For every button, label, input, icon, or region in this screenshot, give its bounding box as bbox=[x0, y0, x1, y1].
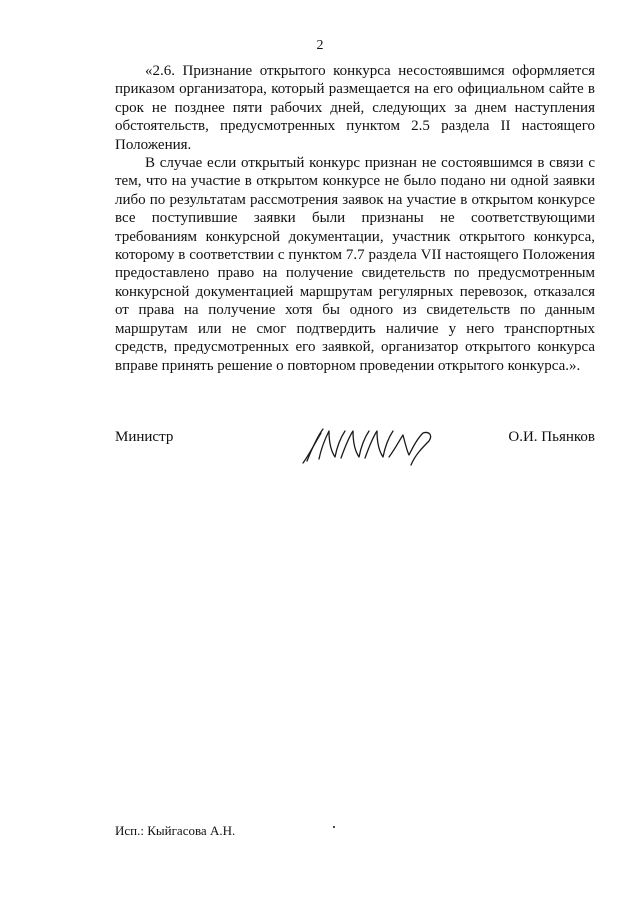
signature-block bbox=[0, 425, 640, 475]
document-body bbox=[115, 62, 595, 375]
page-number: 2 bbox=[316, 38, 324, 53]
stray-dot bbox=[333, 826, 335, 828]
signer-name: О.И. Пьянков bbox=[508, 429, 595, 445]
signer-position: Министр bbox=[115, 429, 174, 445]
executor-note: Исп.: Кыйгасова А.Н. bbox=[115, 823, 236, 838]
paragraph-repeat-contest: В случае если открытый конкурс признан не состоявшимся в связи с тем, что на участие в открытом конкурсе не было подано ни одной заявки либо по результатам рассмотрения заявок на участие в открытом конкурсе все поступившие заявки были признаны не соответствующими требованиям конкурсной документации, участник открытого конкурса, которому в соответствии с пунктом 7.7 раздела VII настоящего Положения предоставлено право на получение свидетельств по предусмотренным конкурсной документацией маршрутам регулярных перевозок, отказался от права на получение хотя бы одного из свидетельств по данным маршрутам или не смог подтвердить наличие у него транспортных средств, предусмотренных его заявкой, организатор открытого конкурса вправе принять решение о повторном проведении открытого конкурса.». bbox=[115, 155, 595, 374]
paragraph-2-6: «2.6. Признание открытого конкурса несостоявшимся оформляется приказом организатора, который размещается на его официальном сайте в срок не позднее пяти рабочих дней, следующих за днем наступления обстоятельств, предусмотренных пунктом 2.5 раздела II настоящего Положения. bbox=[115, 63, 595, 153]
handwritten-signature bbox=[295, 425, 445, 470]
